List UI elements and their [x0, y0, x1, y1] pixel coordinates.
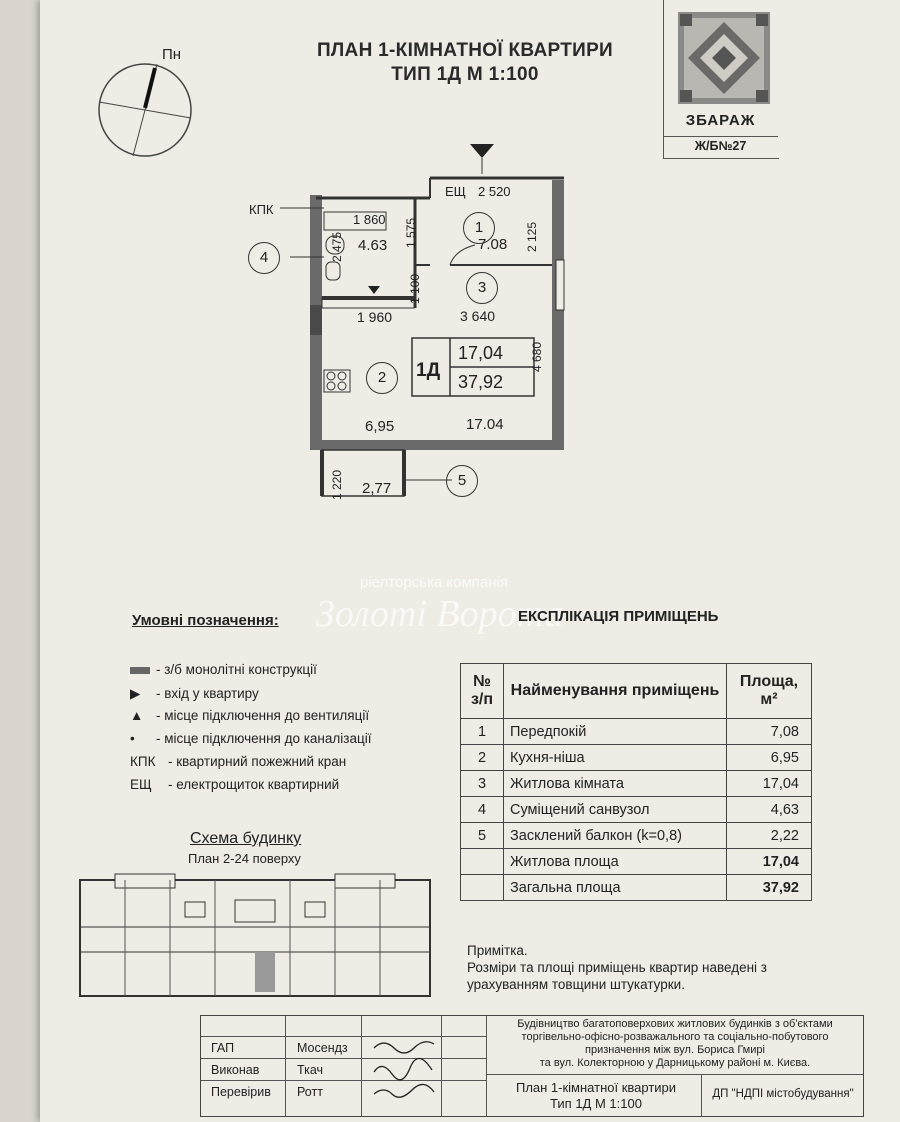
room-number-5: 5: [446, 465, 478, 497]
wall-right: [552, 180, 564, 442]
name-checker: Ротт: [297, 1085, 323, 1099]
project-line2: торгівельно-офісно-розважального та соціально-побутового: [521, 1031, 829, 1043]
entry-arrow-icon: ▶: [130, 686, 141, 701]
esh-label: ЕЩ: [445, 184, 466, 199]
building-number: Ж/Б№27: [694, 139, 747, 153]
legend-title: Умовні позначення:: [132, 612, 279, 629]
table-row: 4 Суміщений санвузол 4,63: [461, 797, 812, 823]
project-line3: призначення між вул. Бориса Гмирі: [585, 1044, 765, 1056]
ventilation-icon: [368, 286, 380, 294]
dim-right-hall: 2 125: [525, 221, 539, 252]
legend-item-esh: ЕЩ - електрощиток квартирний: [130, 777, 340, 792]
table-row: 3 Житлова кімната 17,04: [461, 771, 812, 797]
table-row: 2 Кухня-ніша 6,95: [461, 745, 812, 771]
note-title: Примітка.: [467, 943, 528, 958]
legend-item-entry: ▶ - вхід у квартиру: [130, 686, 259, 701]
living-area-value: 17,04: [458, 343, 504, 363]
table-row: 1 Передпокій 7,08: [461, 719, 812, 745]
ornament-logo: [678, 12, 770, 104]
dim-kitchen-width: 1 960: [357, 309, 393, 325]
dim-bath-side: 1 575: [404, 217, 418, 248]
area-balcony: 2,77: [362, 480, 392, 497]
watermark-line1: ріелторська компанія: [360, 574, 508, 591]
project-line4: та вул. Колекторною у Дарницькому районі м. Києва.: [539, 1057, 811, 1069]
legend-item-kpk: КПК - квартирний пожежний кран: [130, 754, 347, 769]
role-gap: ГАП: [211, 1041, 235, 1055]
signature-marks: [369, 1036, 439, 1106]
building-scheme: [75, 872, 435, 1000]
total-area-value: 37,92: [458, 372, 504, 392]
col-no-header: № з/п: [461, 664, 504, 719]
north-label: Пн: [162, 46, 182, 63]
dim-bath-width: 1 860: [353, 212, 386, 227]
legend-item-walls: - з/б монолітні конструкції: [130, 662, 317, 677]
name-gap: Мосендз: [297, 1041, 348, 1055]
floor-plan: [240, 140, 580, 510]
logo-caption: ЗБАРАЖ: [685, 112, 756, 129]
page-subtitle: ТИП 1Д М 1:100: [391, 64, 539, 85]
note-text-1: Розміри та площі приміщень квартир наведені з: [467, 960, 767, 975]
entrance-arrow-icon: [470, 144, 494, 158]
dim-top: 2 520: [478, 184, 511, 199]
watermark-line2: Золоті Ворота: [316, 593, 564, 635]
kpk-label: КПК: [249, 202, 274, 217]
dim-hall-small: 1 100: [408, 273, 422, 304]
room-number-4: 4: [248, 242, 280, 274]
room-number-3: 3: [466, 272, 498, 304]
col-name-header: Найменування приміщень: [504, 664, 727, 719]
dim-bath-height: 2 475: [330, 231, 344, 262]
explication-title: ЕКСПЛІКАЦІЯ ПРИМІЩЕНЬ: [518, 608, 719, 625]
name-executor: Ткач: [297, 1063, 324, 1077]
dim-room-width: 3 640: [460, 308, 496, 324]
sheet-subtitle: Тип 1Д М 1:100: [550, 1096, 642, 1111]
wall-bottom: [310, 440, 564, 450]
legend-item-ventilation: ▲ - місце підключення до вентиляції: [130, 708, 370, 723]
legend-item-sewer: • - місце підключення до каналізації: [130, 731, 372, 746]
col-area-header: Площа, м²: [727, 664, 812, 719]
dim-balcony-height: 1 220: [330, 469, 344, 500]
organization: ДП "НДПІ містобудування": [712, 1088, 854, 1100]
area-room: 17.04: [466, 416, 504, 433]
project-line1: Будівництво багатоповерхових житлових будинків з об'єктами: [517, 1018, 833, 1030]
north-compass-icon: [95, 62, 200, 162]
sewer-dot-icon: •: [130, 731, 135, 746]
page-title: ПЛАН 1-КІМНАТНОЇ КВАРТИРИ: [316, 40, 614, 61]
role-checker: Перевірив: [211, 1085, 271, 1099]
explication-table: [460, 663, 812, 901]
area-bath: 4.63: [358, 237, 388, 254]
living-area-row: Житлова площа 17,04: [461, 849, 812, 875]
table-row: 5 Засклений балкон (k=0,8) 2,22: [461, 823, 812, 849]
room-number-2: 2: [366, 362, 398, 394]
note-text-2: урахуванням товщини штукатурки.: [467, 977, 685, 992]
role-executor: Виконав: [211, 1063, 260, 1077]
total-area-row: Загальна площа 37,92: [461, 875, 812, 901]
apartment-type: 1Д: [416, 360, 441, 381]
scheme-title: Схема будинку: [190, 830, 302, 847]
highlighted-apartment: [255, 952, 275, 992]
area-hall: 7.08: [478, 236, 508, 253]
scheme-subtitle: План 2-24 поверху: [188, 851, 301, 866]
area-kitchen: 6,95: [365, 418, 395, 435]
title-block: [200, 1015, 864, 1117]
sheet-title: План 1-кімнатної квартири: [515, 1080, 677, 1095]
room-number-1: 1: [463, 212, 495, 244]
ventilation-icon: ▲: [130, 708, 144, 723]
dim-room-height: 4 680: [530, 341, 544, 372]
